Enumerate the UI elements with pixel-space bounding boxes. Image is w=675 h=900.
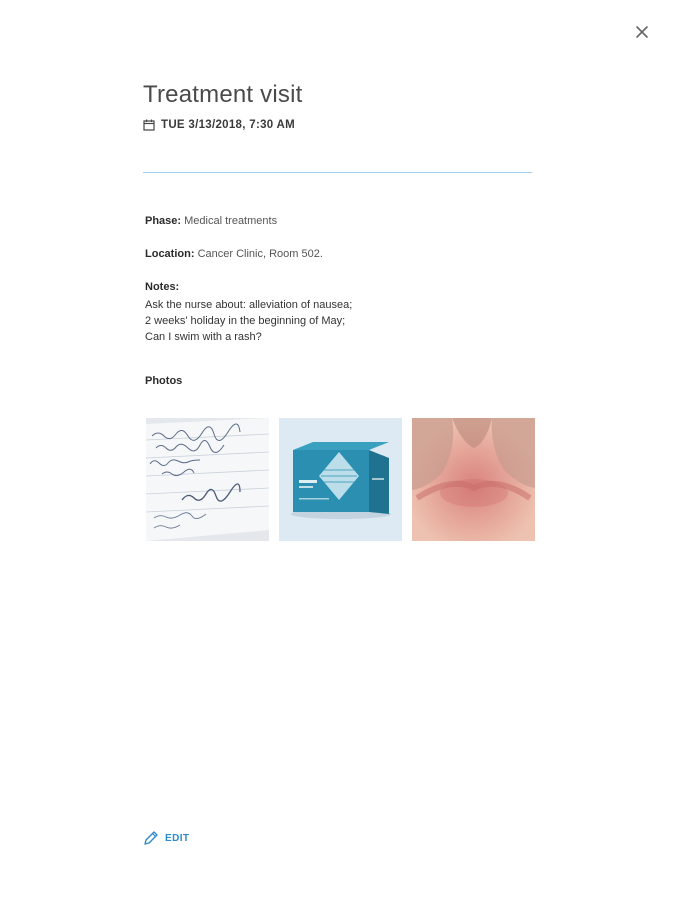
- visit-date-text: TUE 3/13/2018, 7:30 AM: [161, 119, 296, 131]
- phase-label: Phase:: [145, 215, 182, 227]
- handwritten-prescription-photo: [146, 418, 269, 541]
- notes-text: [145, 297, 352, 345]
- close-button[interactable]: [632, 22, 652, 42]
- divider: [143, 172, 532, 173]
- page-title: Treatment visit: [143, 81, 303, 108]
- close-icon: [632, 22, 652, 42]
- location-label: Location:: [145, 248, 195, 260]
- notes-line: Can I swim with a rash?: [145, 331, 262, 343]
- phase-field: [145, 215, 277, 227]
- calendar-icon: [143, 119, 155, 131]
- skin-rash-photo: [412, 418, 535, 541]
- photo-thumbnail-prescription[interactable]: [146, 418, 269, 541]
- photo-gallery: [146, 418, 535, 541]
- photos-label: Photos: [145, 375, 183, 387]
- pencil-icon: [143, 830, 159, 846]
- notes-line: Ask the nurse about: alleviation of nausea;: [145, 299, 353, 311]
- edit-button[interactable]: [143, 830, 189, 846]
- location-value: Cancer Clinic, Room 502.: [197, 248, 323, 260]
- phase-value: Medical treatments: [184, 215, 278, 227]
- edit-label: EDIT: [165, 832, 190, 844]
- photo-thumbnail-medicine-box[interactable]: [279, 418, 402, 541]
- visit-date: [143, 117, 295, 133]
- medicine-box-photo: [279, 418, 402, 541]
- location-field: [145, 248, 323, 260]
- notes-line: 2 weeks' holiday in the beginning of May;: [145, 315, 346, 327]
- photo-thumbnail-rash[interactable]: [412, 418, 535, 541]
- notes-label: Notes:: [145, 281, 180, 293]
